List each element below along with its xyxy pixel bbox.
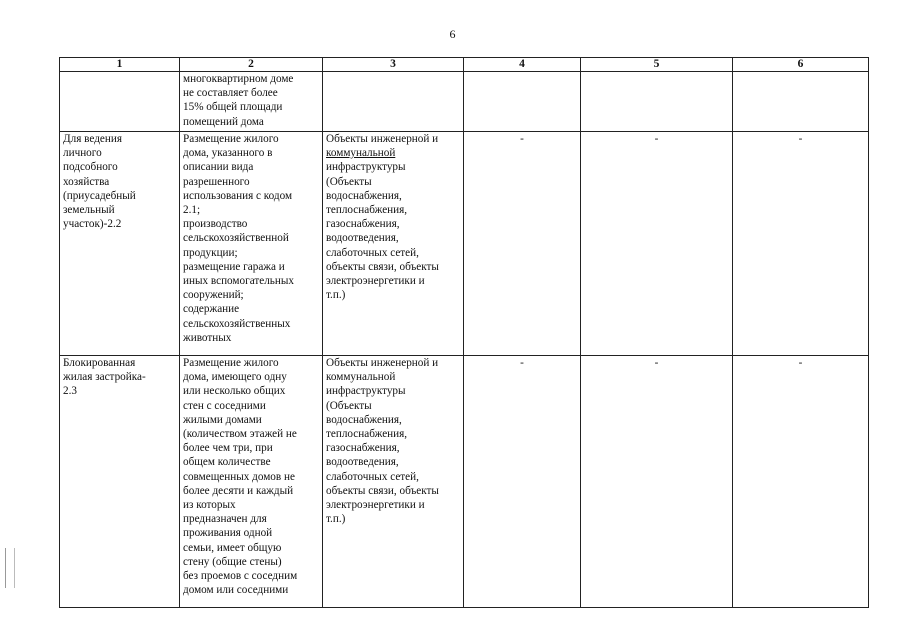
cell-line: многоквартирном доме — [183, 73, 294, 85]
cell-line: т.п.) — [326, 289, 346, 302]
cell-line: (приусадебный — [63, 189, 136, 202]
cell-col-1 — [60, 72, 180, 132]
cell-col-2 — [180, 132, 323, 356]
cell-line: общем количестве — [183, 456, 271, 469]
header-col-5: 5 — [581, 58, 733, 72]
cell-line: более десяти и каждый — [183, 484, 294, 497]
cell-line: стен с соседними — [183, 399, 266, 412]
cell-line: электроэнергетики и — [326, 275, 425, 288]
header-col-6: 6 — [733, 58, 869, 72]
cell-col-4: - — [464, 132, 581, 356]
cell-col-1 — [60, 132, 180, 356]
table-row — [60, 72, 869, 132]
cell-line: (Объекты — [326, 399, 372, 412]
cell-line: семьи, имеет общую — [183, 541, 282, 554]
cell-line: размещение гаража и — [183, 260, 285, 273]
cell-col-5 — [581, 72, 733, 132]
cell-line: проживания одной — [183, 527, 273, 540]
cell-line: жилыми домами — [183, 413, 262, 426]
cell-line: объекты связи, объекты — [326, 484, 439, 497]
cell-col-5: - — [581, 132, 733, 356]
header-col-2: 2 — [180, 58, 323, 72]
cell-line: производство — [183, 218, 248, 231]
cell-line: 2.1; — [183, 204, 201, 217]
cell-line: теплоснабжения, — [326, 204, 408, 217]
land-use-table — [59, 57, 869, 608]
cell-line: коммунальной — [326, 147, 396, 160]
cell-col-3 — [323, 72, 464, 132]
cell-line: (количеством этажей не — [183, 428, 297, 441]
cell-line: Объекты инженерной и — [326, 133, 439, 145]
cell-col-6: - — [733, 132, 869, 356]
cell-line: хозяйства — [63, 175, 110, 188]
cell-line: из которых — [183, 499, 236, 512]
cell-line: участок)-2.2 — [63, 218, 122, 231]
table-row — [60, 356, 869, 608]
margin-mark — [5, 548, 15, 588]
cell-line: водоснабжения, — [326, 189, 402, 202]
cell-line: газоснабжения, — [326, 218, 400, 231]
cell-line: помещений дома — [183, 115, 264, 128]
cell-line: электроэнергетики и — [326, 499, 425, 512]
cell-line: Объекты инженерной и — [326, 357, 439, 369]
cell-line: водоснабжения, — [326, 413, 402, 426]
cell-line: более чем три, при — [183, 442, 273, 455]
cell-line: подсобного — [63, 161, 118, 174]
cell-line: Размещение жилого — [183, 357, 279, 369]
header-col-4: 4 — [464, 58, 581, 72]
cell-line: или несколько общих — [183, 385, 286, 398]
header-row — [60, 58, 869, 72]
cell-col-3 — [323, 356, 464, 608]
cell-line: домом или соседними — [183, 584, 289, 597]
header-col-1: 1 — [60, 58, 180, 72]
cell-line: газоснабжения, — [326, 442, 400, 455]
cell-col-6: - — [733, 356, 869, 608]
cell-col-6 — [733, 72, 869, 132]
cell-line: продукции; — [183, 246, 238, 259]
cell-col-3 — [323, 132, 464, 356]
cell-line: 15% общей площади — [183, 101, 283, 114]
cell-line: водоотведения, — [326, 232, 399, 245]
cell-line: водоотведения, — [326, 456, 399, 469]
cell-line: предназначен для — [183, 513, 267, 526]
cell-line: жилая застройка- — [63, 371, 146, 384]
cell-line: слаботочных сетей, — [326, 470, 419, 483]
cell-line: (Объекты — [326, 175, 372, 188]
cell-line: личного — [63, 147, 102, 160]
cell-line: т.п.) — [326, 513, 346, 526]
page-number: 6 — [449, 27, 456, 41]
cell-line: слаботочных сетей, — [326, 246, 419, 259]
cell-col-4: - — [464, 356, 581, 608]
cell-line: не составляет более — [183, 87, 278, 100]
cell-col-2 — [180, 356, 323, 608]
cell-line: содержание — [183, 303, 240, 316]
table-row — [60, 132, 869, 356]
cell-line: инфраструктуры — [326, 385, 406, 398]
cell-line: без проемов с соседним — [183, 570, 298, 583]
cell-col-1 — [60, 356, 180, 608]
cell-line: дома, имеющего одну — [183, 371, 287, 384]
cell-col-2 — [180, 72, 323, 132]
cell-line: иных вспомогательных — [183, 275, 295, 288]
cell-line: инфраструктуры — [326, 161, 406, 174]
cell-line: теплоснабжения, — [326, 428, 408, 441]
cell-line: совмещенных домов не — [183, 470, 295, 483]
cell-line: Для ведения — [63, 133, 122, 145]
cell-line: 2.3 — [63, 385, 77, 398]
cell-line: земельный — [63, 204, 115, 217]
cell-line: Размещение жилого — [183, 133, 279, 145]
cell-col-4 — [464, 72, 581, 132]
cell-line: объекты связи, объекты — [326, 260, 439, 273]
cell-line: коммунальной — [326, 371, 396, 384]
cell-line: Блокированная — [63, 357, 136, 369]
cell-line: описании вида — [183, 161, 254, 174]
cell-line: сооружений; — [183, 289, 244, 302]
cell-col-5: - — [581, 356, 733, 608]
cell-line: животных — [183, 331, 232, 344]
cell-line: сельскохозяйственной — [183, 232, 289, 245]
cell-line: использования с кодом — [183, 189, 293, 202]
header-col-3: 3 — [323, 58, 464, 72]
cell-line: дома, указанного в — [183, 147, 273, 160]
cell-line: сельскохозяйственных — [183, 317, 291, 330]
cell-line: разрешенного — [183, 175, 250, 188]
cell-line: стену (общие стены) — [183, 555, 282, 568]
